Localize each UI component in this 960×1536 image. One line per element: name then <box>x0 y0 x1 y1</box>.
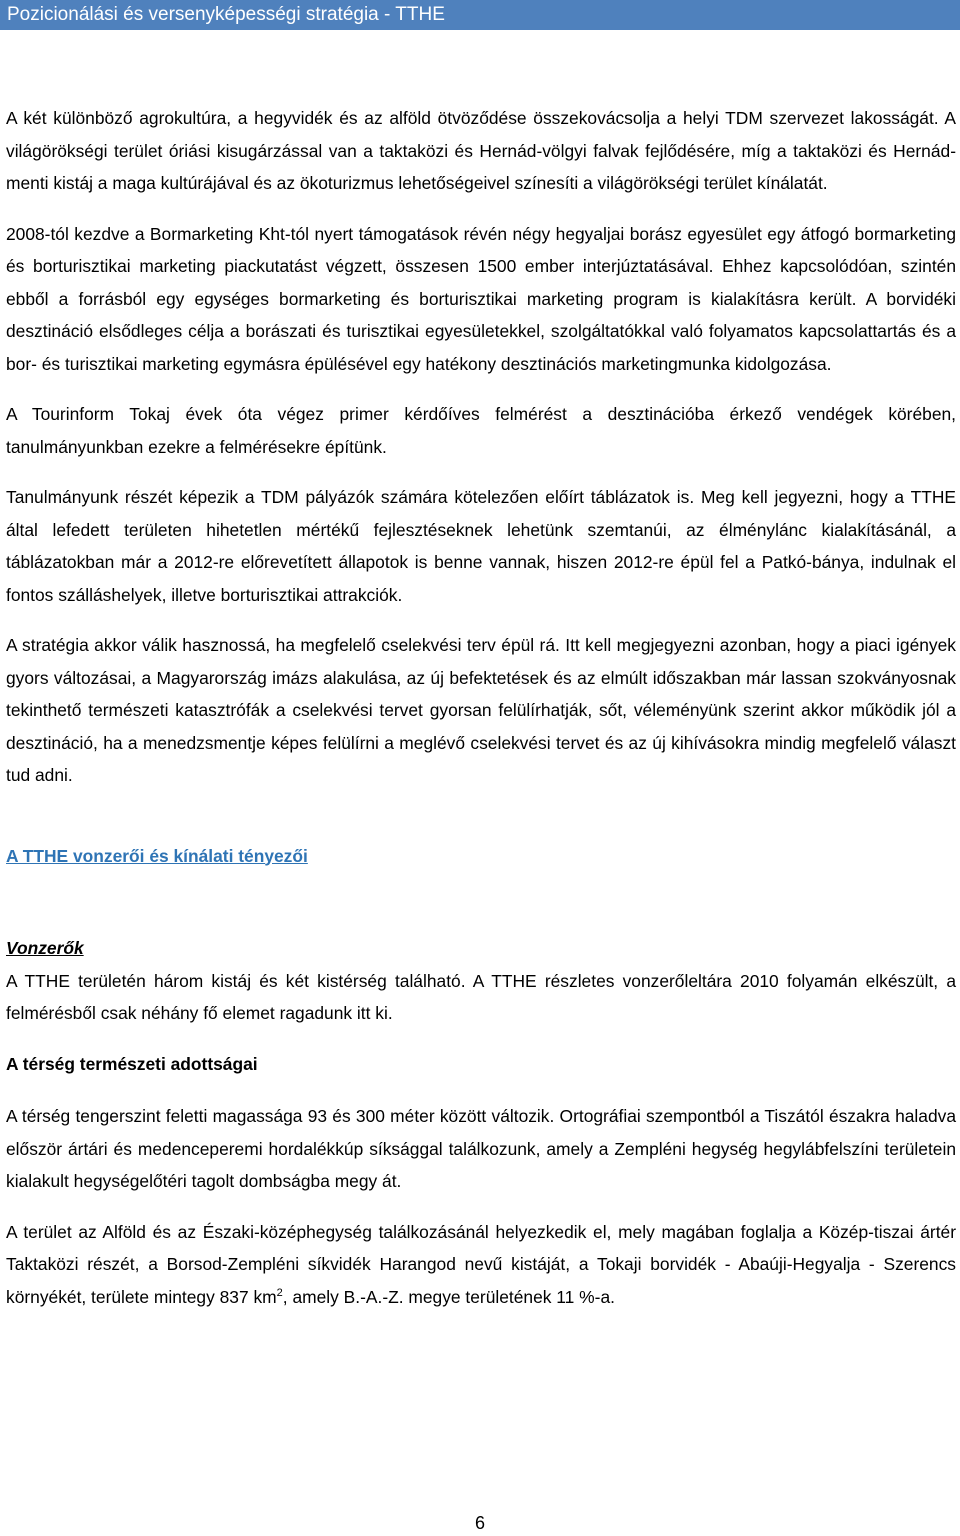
paragraph-strategy: A stratégia akkor válik hasznossá, ha megfelelő cselekvési terv épül rá. Itt kell megjegyezni azonban, hogy a piaci igények gyors változásai, a Magyarország imázs alakulása, az új befektetések és az elmúlt időszakban már lassan szokványosnak tekinthető természeti katasztrófák a cselekvési tervet gyorsan felülírhatják, sőt, véleményünk szerint akkor működik jól a desztináció, ha a menedzsmentje képes felülírni a meglévő cselekvési tervet és az új kihívásokra mindig megfelelő választ tud adni. <box>6 635 956 785</box>
page-number: 6 <box>474 1513 485 1533</box>
paragraph-agroculture: A két különböző agrokultúra, a hegyvidék és az alföld ötvöződése összekovácsolja a helyi TDM szervezet lakosságát. A világörökségi terület óriási kisugárzással van a taktaközi és Hernád-völgyi falvak fejlődésére, míg a taktaközi és Hernád-menti kistáj a maga kultúrájával és az ökoturizmus lehetőségeivel színesíti a világörökségi terület kínálatát. <box>6 108 956 193</box>
header-band <box>0 0 960 30</box>
subheading-vonzerok <box>6 932 956 965</box>
paragraph-tables: Tanulmányunk részét képezik a TDM pályázók számára kötelezően előírt táblázatok is. Meg kell jegyezni, hogy a TTHE által lefedett területen hihetetlen mértékű fejlesztéseknek lehetünk szemtanúi, az élménylánc kialakításánál, a táblázatokban már a 2012-re előrevetített állapotok is benne vannak, hiszen 2012-re épül fel a Patkó-bánya, indulnak el fontos szálláshelyek, illetve borturisztikai attrakciók. <box>6 487 956 605</box>
paragraph-location-tail: , amely B.-A.-Z. megye területének 11 %-a. <box>282 1286 615 1307</box>
paragraph-bormarketing: 2008-tól kezdve a Bormarketing Kht-tól nyert támogatások révén négy hegyaljai borász egyesület egy átfogó bormarketing és borturisztikai marketing piackutatást végzett, összesen 1500 ember interjúztatásával. Ehhez kapcsolódóan, szintén ebből a forrásból egy egységes bormarketing és borturisztikai marketing program is kialakításra került. A borvidéki desztináció elsődleges célja a borászati és turisztikai egyesületekkel, szolgáltatókkal való folyamatos kapcsolattartás és a bor- és turisztikai marketing egymásra épülésével egy hatékony desztinációs marketingmunka kidolgozása. <box>6 223 956 374</box>
paragraph-location <box>6 1216 956 1314</box>
paragraph-vonzerok: A TTHE területén három kistáj és két kistérség található. A TTHE részletes vonzerőleltára 2010 folyamán elkészült, a felmérésből csak néhány fő elemet ragadunk itt ki. <box>6 970 956 1023</box>
paragraph-tourinform: A Tourinform Tokaj évek óta végez primer kérdőíves felmérést a desztinációba érkező vendégek körében, tanulmányunkban ezekre a felmérésekre építünk. <box>6 404 956 457</box>
subheading-vonzerok-text: Vonzerők <box>6 938 84 958</box>
superscript-2: 2 <box>276 1286 283 1299</box>
paragraph-altitude: A térség tengerszint feletti magassága 93 és 300 méter között változik. Ortográfiai szempontból a Tiszától északra haladva először ártári és medenceperemi hordalékkúp síksággal találkozunk, amely a Zempléni hegység hegylábfelszíni területein kialakult hegységelőtéri tagolt dombságba megy át. <box>6 1106 956 1191</box>
section-heading-attractions: A TTHE vonzerői és kínálati tényezői <box>6 845 308 866</box>
document-header-title: Pozicionálási és versenyképességi stratégia - TTHE <box>7 4 445 25</box>
subheading-natural-features: A térség természeti adottságai <box>6 1053 258 1074</box>
document-body <box>6 102 956 1313</box>
paragraph-location-text: A terület az Alföld és az Északi-középhegység találkozásánál helyezkedik el, mely magában foglalja a Közép-tiszai ártér Taktaközi részét, a Borsod-Zempléni síkvidék Harangod nevű kistáját, a Tokaji borvidék - Abaúji-Hegyalja - Szerencs környékét, területe mintegy 837 km <box>6 1221 956 1307</box>
